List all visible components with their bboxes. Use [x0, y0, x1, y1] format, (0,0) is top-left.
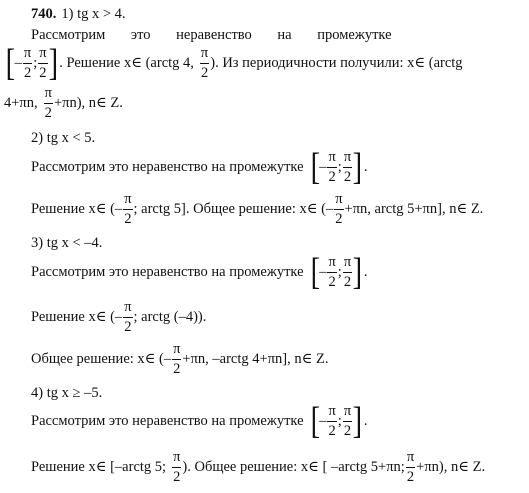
right-bracket: ] [352, 399, 363, 442]
problem-number: 740. [31, 6, 57, 22]
right-bracket: ] [352, 145, 363, 188]
pi-over-2-fraction: $\frac{\pi}{2}$ [328, 403, 336, 439]
left-bracket: [ [310, 145, 320, 188]
part-1-label: 1) tg x > 4. [61, 6, 126, 22]
pi-over-2-fraction: $\frac{\pi}{2}$ [124, 191, 132, 227]
pi-over-2-fraction: $\frac{\pi}{2}$ [343, 149, 352, 185]
problem-1-header [31, 7, 126, 22]
pi-over-2-fraction: $\frac{\pi}{2}$ [200, 45, 209, 81]
part-2-interval-line: Рассмотрим это неравенство на промежутке [ – $\frac{\pi}{2}$ ; $\frac{\pi}{2}$ ] . [31, 145, 368, 188]
pi-over-2-fraction: $\frac{\pi}{2}$ [39, 45, 47, 81]
pi-over-2-fraction: $\frac{\pi}{2}$ [343, 403, 352, 439]
pi-over-2-fraction: $\frac{\pi}{2}$ [328, 149, 336, 185]
part-4-label: 4) tg x ≥ –5. [31, 385, 103, 401]
pi-over-2-fraction: $\frac{\pi}{2}$ [335, 191, 343, 227]
part-1-general-solution: 4+πn, $\frac{\pi}{2}$ +πn), n∈ Z. [4, 85, 123, 121]
part-1-interval-text: Рассмотрим это неравенство на промежутке [31, 27, 392, 43]
left-bracket: [ [310, 250, 320, 293]
part-4-solution-line: Решение x∈ [–arctg 5; $\frac{\pi}{2}$ ). Общее решение: x∈ [ –arctg 5+πn; $\frac{\pi}{2}$ +πn), n∈ Z. [31, 449, 486, 485]
pi-over-2-fraction: $\frac{\pi}{2}$ [343, 254, 352, 290]
part-3-solution-line: Решение x∈ (– $\frac{\pi}{2}$ ; arctg (–4)). [31, 299, 207, 335]
pi-over-2-fraction: $\frac{\pi}{2}$ [173, 341, 181, 377]
pi-over-2-fraction: $\frac{\pi}{2}$ [406, 449, 415, 485]
part-4-interval-line: Рассмотрим это неравенство на промежутке [ – $\frac{\pi}{2}$ ; $\frac{\pi}{2}$ ] . [31, 399, 368, 442]
part-3-interval-line: Рассмотрим это неравенство на промежутке [ – $\frac{\pi}{2}$ ; $\frac{\pi}{2}$ ] . [31, 250, 368, 293]
pi-over-2-fraction: $\frac{\pi}{2}$ [173, 449, 181, 485]
pi-over-2-fraction: $\frac{\pi}{2}$ [124, 299, 132, 335]
part-2-label: 2) tg x < 5. [31, 130, 96, 146]
pi-over-2-fraction: $\frac{\pi}{2}$ [23, 45, 32, 81]
pi-over-2-fraction: $\frac{\pi}{2}$ [44, 85, 52, 121]
left-bracket: [ [5, 41, 16, 84]
pi-over-2-fraction: $\frac{\pi}{2}$ [328, 254, 336, 290]
part-3-label: 3) tg x < –4. [31, 235, 103, 251]
part-1-solution-line: [ – $\frac{\pi}{2}$ ; $\frac{\pi}{2}$ ] . Решение x∈ (arctg 4, $\frac{\pi}{2}$ ). Из периодичности получили: x∈ (arctg [5, 41, 463, 84]
right-bracket: ] [352, 250, 363, 293]
right-bracket: ] [48, 41, 58, 84]
left-bracket: [ [310, 399, 320, 442]
part-2-solution-line: Решение x∈ (– $\frac{\pi}{2}$ ; arctg 5]. Общее решение: x∈ (– $\frac{\pi}{2}$ +πn, arctg 5+πn], n∈ Z. [31, 191, 484, 227]
part-3-general-solution: Общее решение: x∈ (– $\frac{\pi}{2}$ +πn, –arctg 4+πn], n∈ Z. [31, 341, 329, 377]
